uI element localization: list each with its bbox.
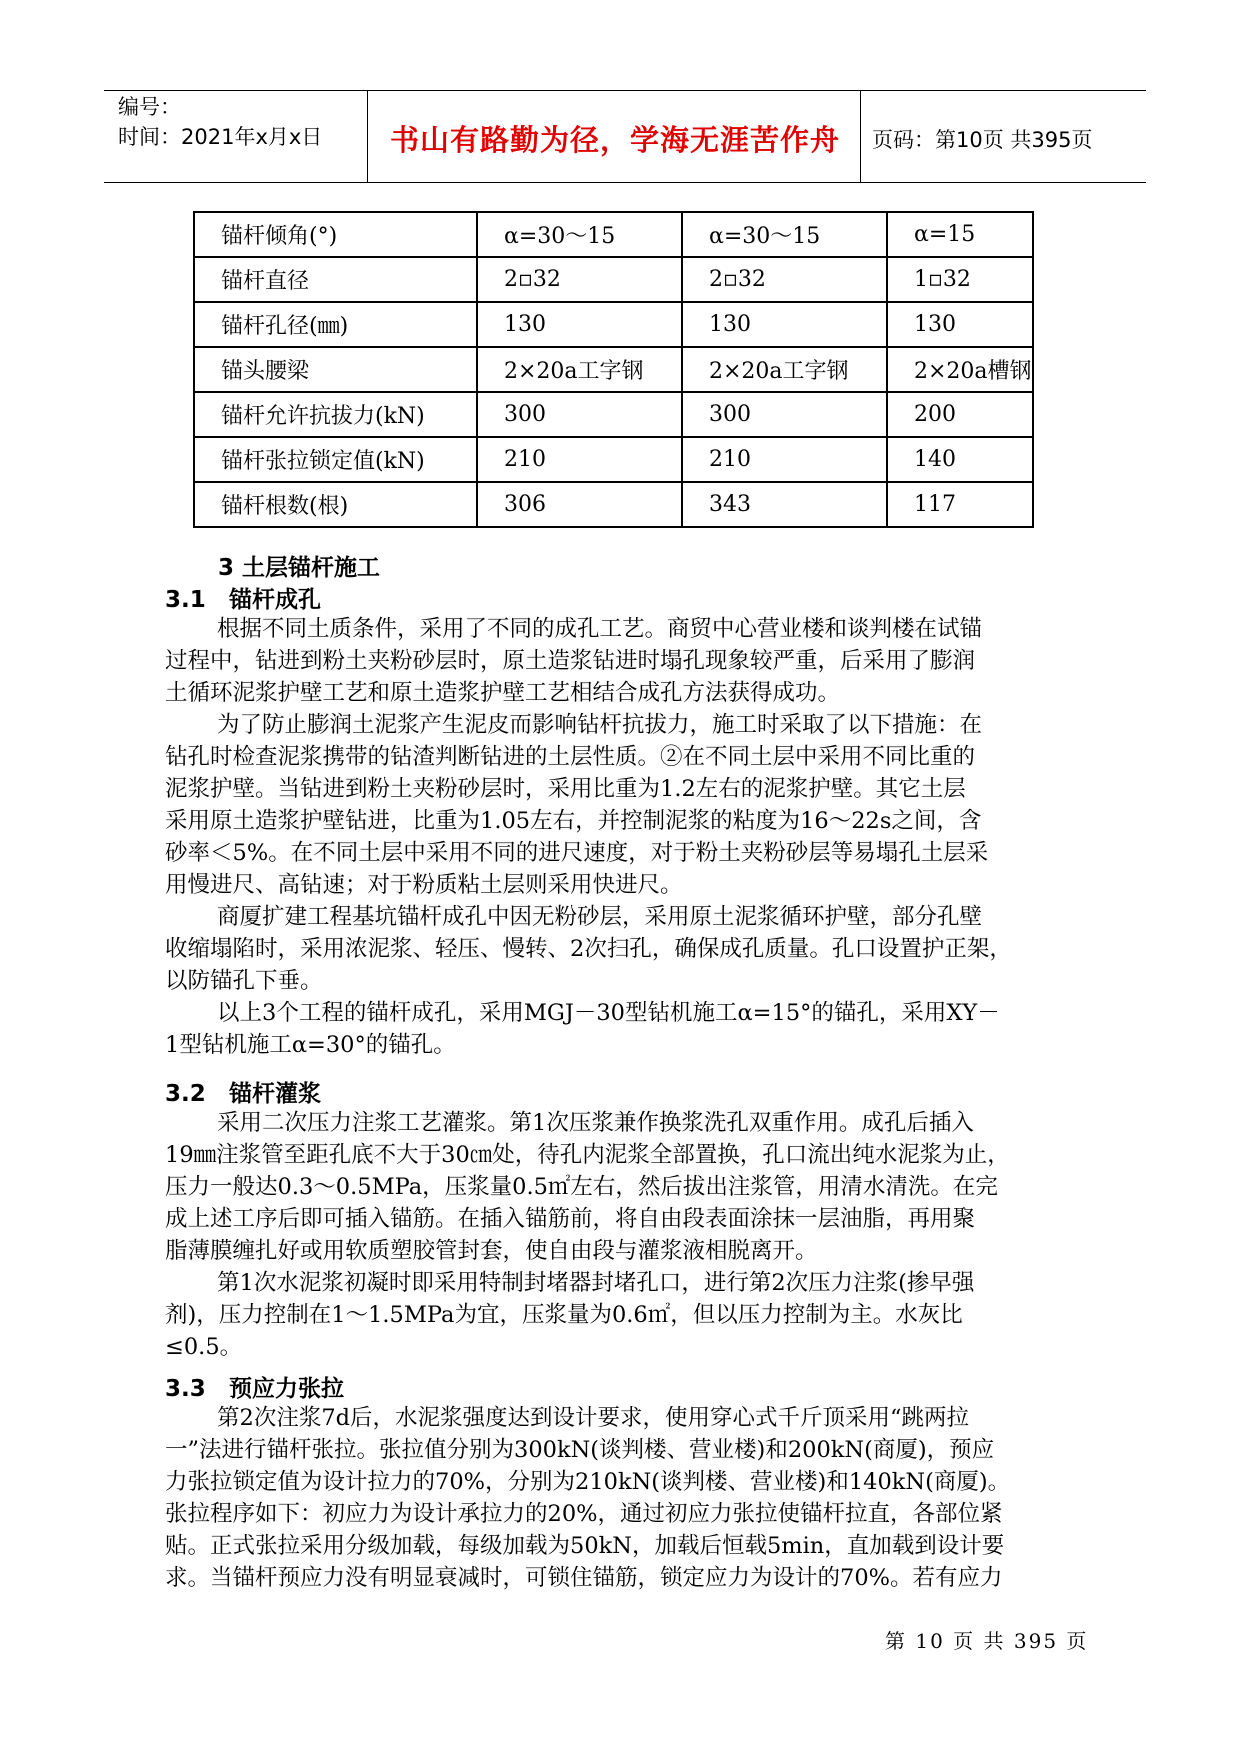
header-divider-right [860,91,861,182]
page-footer: 第 10 页 共 395 页 [885,1629,1089,1653]
header-info [118,92,322,152]
paragraph-line: 根据不同土质条件，采用了不同的成孔工艺。商贸中心营业楼和谈判楼在试锚 [217,616,983,642]
table-row-label: 锚杆张拉锁定值(kN) [194,437,477,482]
table-cell: α=30～15 [477,212,682,257]
table-row-label: 锚杆允许抗拔力(kN) [194,392,477,437]
table-cell: 130 [887,302,1033,347]
paragraph-line: 泥浆护壁。当钻进到粉土夹粉砂层时，采用比重为1.2左右的泥浆护壁。其它土层 [165,776,966,802]
table-row-label: 锚头腰梁 [194,347,477,392]
section-title: 预应力张拉 [229,1376,344,1402]
table-cell: 2▫32 [682,257,887,302]
table-row [194,482,1033,527]
paragraph-line: 用慢进尺、高钻速；对于粉质粘土层则采用快进尺。 [165,872,683,898]
table-row [194,392,1033,437]
table-cell: 300 [477,392,682,437]
paragraph-line: 力张拉锁定值为设计拉力的70%，分别为210kN(谈判楼、营业楼)和140kN(商厦)。 [165,1469,1011,1495]
table-row [194,437,1033,482]
anchor-spec-table [193,211,1034,528]
table-cell: 117 [887,482,1033,527]
paragraph-line: 一”法进行锚杆张拉。张拉值分别为300kN(谈判楼、营业楼)和200kN(商厦)，预应 [165,1437,995,1463]
paragraph-line: 钻孔时检查泥浆携带的钻渣判断钻进的土层性质。②在不同土层中采用不同比重的 [165,744,976,770]
table-cell: 2▫32 [477,257,682,302]
header-motto: 书山有路勤为径，学海无涯苦作舟 [389,123,840,157]
table-cell: 1▫32 [887,257,1033,302]
table-row-label: 锚杆孔径(㎜) [194,302,477,347]
table-cell: 2×20a工字钢 [477,347,682,392]
section-3-title: 3 土层锚杆施工 [218,555,381,581]
table-cell: 306 [477,482,682,527]
table-cell: 210 [682,437,887,482]
paragraph-line: 第2次注浆7d后，水泥浆强度达到设计要求，使用穿心式千斤顶采用“跳两拉 [217,1405,970,1431]
paragraph-line: 为了防止膨润土泥浆产生泥皮而影响钻杆抗拔力，施工时采取了以下措施：在 [217,712,983,738]
table-cell: 343 [682,482,887,527]
paragraph-line: 张拉程序如下：初应力为设计承拉力的20%，通过初应力张拉使锚杆拉直，各部位紧 [165,1501,1003,1527]
section-title: 锚杆灌浆 [229,1081,321,1107]
paragraph-line: ≤0.5。 [165,1334,243,1360]
paragraph-line: 贴。正式张拉采用分级加载，每级加载为50kN，加载后恒载5min，直加载到设计要 [165,1533,1005,1559]
section-3-1-heading [165,581,321,614]
table-cell: 130 [477,302,682,347]
table-row-label: 锚杆直径 [194,257,477,302]
doc-time-label: 时间：2021年x月x日 [118,125,323,149]
table-row [194,212,1033,257]
table-cell: 130 [682,302,887,347]
section-number: 3.2 [165,1081,206,1107]
table-row [194,302,1033,347]
table-row-label: 锚杆倾角(°) [194,212,477,257]
paragraph-line: 1型钻机施工α=30°的锚孔。 [165,1032,456,1058]
header-divider-left [367,91,368,182]
paragraph-line: 脂薄膜缠扎好或用软质塑胶管封套，使自由段与灌浆液相脱离开。 [165,1238,818,1264]
header-page-label: 页码：第10页 共395页 [872,128,1093,152]
paragraph-line: 求。当锚杆预应力没有明显衰减时，可锁住锚筋，锁定应力为设计的70%。若有应力 [165,1565,1003,1591]
header-top-rule [104,90,1146,91]
paragraph-line: 过程中，钻进到粉土夹粉砂层时，原土造浆钻进时塌孔现象较严重，后采用了膨润 [165,648,976,674]
table-cell: 200 [887,392,1033,437]
paragraph-line: 商厦扩建工程基坑锚杆成孔中因无粉砂层，采用原土泥浆循环护壁，部分孔壁 [217,904,983,930]
paragraph-line: 采用二次压力注浆工艺灌浆。第1次压浆兼作换浆洗孔双重作用。成孔后插入 [217,1110,974,1136]
table-cell: 2×20a槽钢 [887,347,1033,392]
table-cell: 140 [887,437,1033,482]
paragraph-line: 剂)，压力控制在1～1.5MPa为宜，压浆量为0.6㎡，但以压力控制为主。水灰比 [165,1302,963,1328]
table-row-label: 锚杆根数(根) [194,482,477,527]
table-cell: 2×20a工字钢 [682,347,887,392]
section-3-2-heading [165,1075,321,1108]
doc-code-label: 编号： [118,95,181,119]
header-bottom-rule [104,182,1146,183]
paragraph-line: 第1次水泥浆初凝时即采用特制封堵器封堵孔口，进行第2次压力注浆(掺早强 [217,1270,975,1296]
paragraph-line: 砂率＜5%。在不同土层中采用不同的进尺速度，对于粉土夹粉砂层等易塌孔土层采 [165,840,989,866]
paragraph-line: 以防锚孔下垂。 [165,968,323,994]
paragraph-line: 土循环泥浆护壁工艺和原土造浆护壁工艺相结合成孔方法获得成功。 [165,680,841,706]
section-number: 3.1 [165,587,206,613]
table-row [194,257,1033,302]
paragraph-line: 以上3个工程的锚杆成孔，采用MGJ－30型钻机施工α=15°的锚孔，采用XY－ [217,1000,1000,1026]
table-cell: 210 [477,437,682,482]
table-cell: 300 [682,392,887,437]
table-cell: α=15 [887,212,1033,257]
section-number: 3.3 [165,1376,206,1402]
table-cell: α=30～15 [682,212,887,257]
paragraph-line: 收缩塌陷时，采用浓泥浆、轻压、慢转、2次扫孔，确保成孔质量。孔口设置护正架， [165,936,1012,962]
paragraph-line: 压力一般达0.3～0.5MPa，压浆量0.5㎡左右，然后拔出注浆管，用清水清洗。在完 [165,1174,998,1200]
paragraph-line: 成上述工序后即可插入锚筋。在插入锚筋前，将自由段表面涂抹一层油脂，再用聚 [165,1206,976,1232]
paragraph-line: 19㎜注浆管至距孔底不大于30㎝处，待孔内泥浆全部置换，孔口流出纯水泥浆为止， [165,1142,1010,1168]
paragraph-line: 采用原土造浆护壁钻进，比重为1.05左右，并控制泥浆的粘度为16～22s之间，含 [165,808,982,834]
section-3-3-heading [165,1370,344,1403]
table-row [194,347,1033,392]
section-title: 锚杆成孔 [229,587,321,613]
